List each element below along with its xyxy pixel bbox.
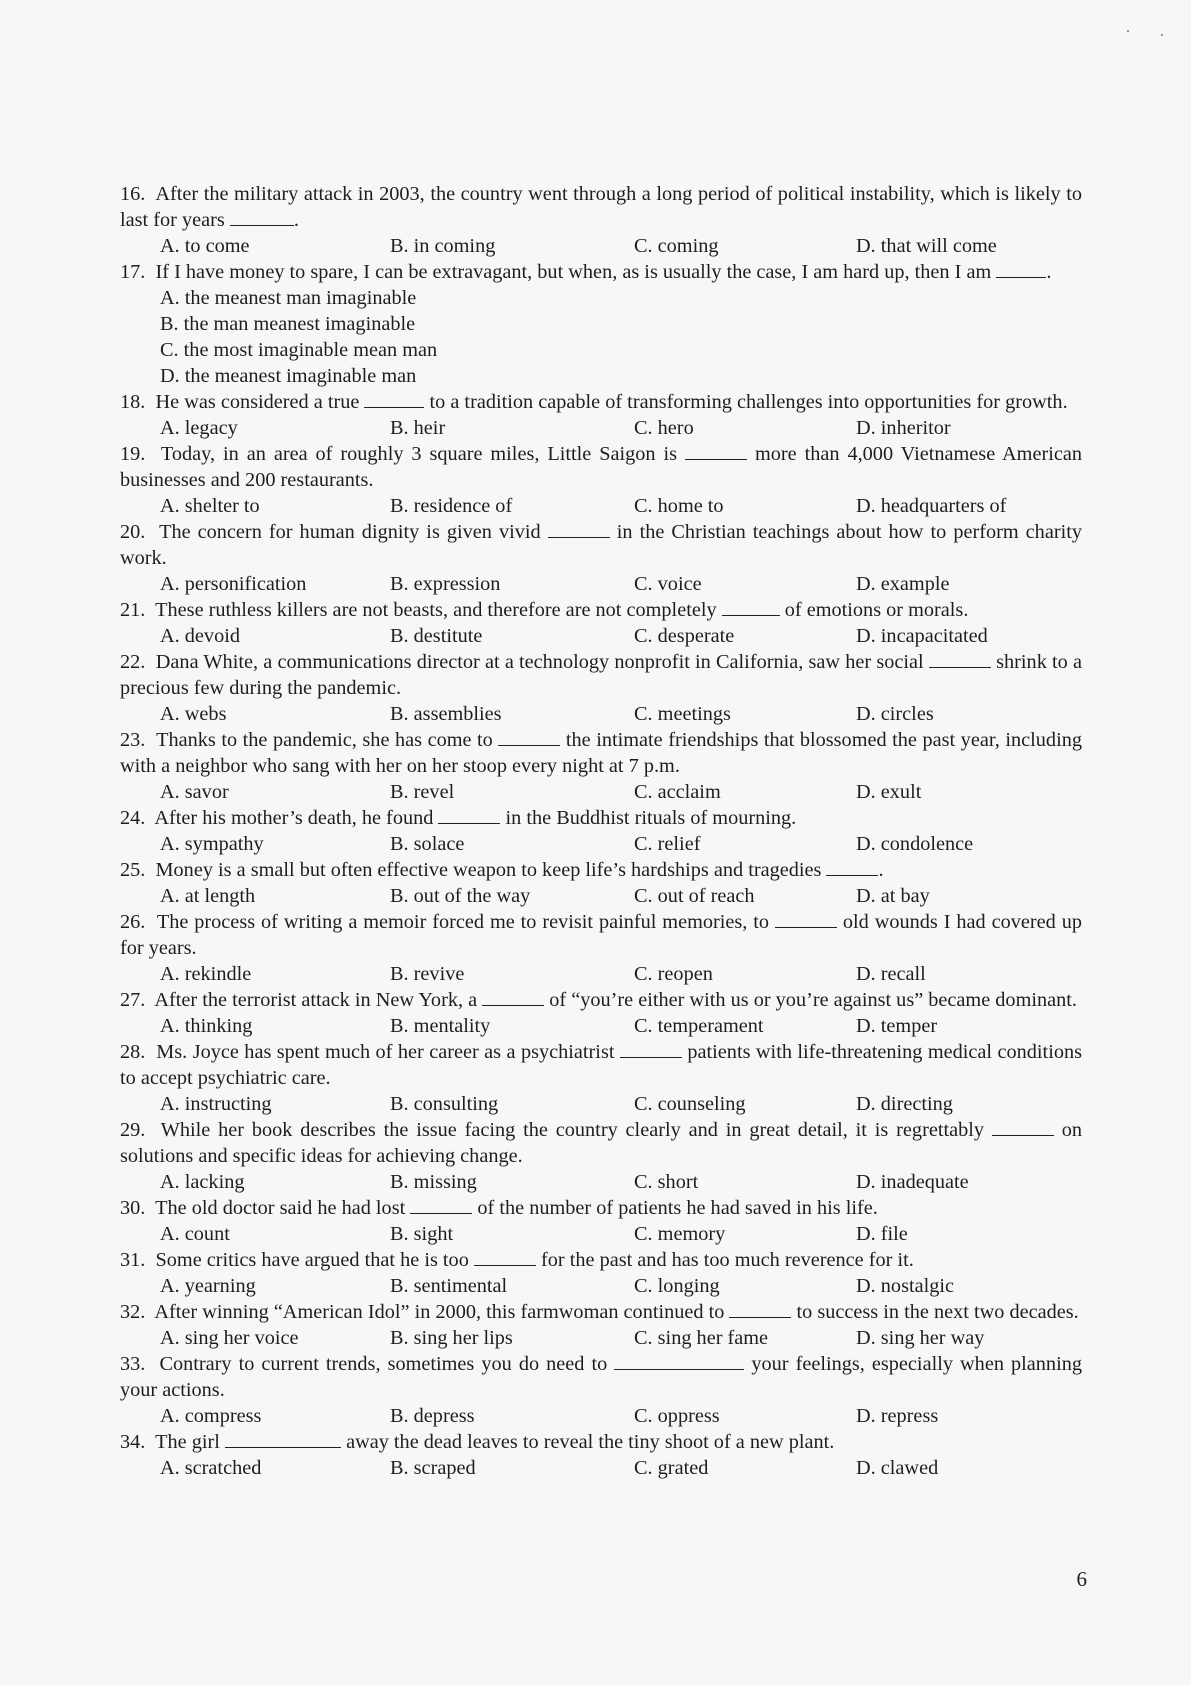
answer-options [120, 1221, 1082, 1247]
answer-blank [474, 1247, 536, 1266]
option-b: B. missing [390, 1171, 477, 1193]
answer-options [120, 1013, 1082, 1039]
answer-options [120, 883, 1082, 909]
answer-options [120, 571, 1082, 597]
question-stem-end: away the dead leaves to reveal the tiny shoot of a new plant. [346, 1431, 835, 1453]
question-stem-end: more than 4,000 Vietnamese American businesses and 200 restaurants. [120, 443, 1082, 491]
question-number: 30. [120, 1197, 146, 1219]
question-stem: Thanks to the pandemic, she has come to [156, 729, 493, 751]
question-number: 25. [120, 859, 146, 881]
answer-options [120, 1273, 1082, 1299]
option-a: A. rekindle [160, 963, 252, 985]
question-stem: Money is a small but often effective weapon to keep life’s hardships and tragedies [155, 859, 822, 881]
question-33 [120, 1351, 1082, 1429]
question-28 [120, 1039, 1082, 1117]
option-d: D. recall [856, 963, 926, 985]
question-stem: The girl [155, 1431, 220, 1453]
answer-options [120, 961, 1082, 987]
question-16 [120, 181, 1082, 259]
question-27 [120, 987, 1082, 1039]
option-a: A. sympathy [160, 833, 264, 855]
answer-blank [225, 1429, 341, 1448]
option-b: B. depress [390, 1405, 475, 1427]
option-b: B. expression [390, 573, 501, 595]
option-b: B. sing her lips [390, 1327, 513, 1349]
question-stem-end: old wounds I had covered up for years. [120, 911, 1082, 959]
question-stem-end: . [1046, 261, 1052, 283]
question-stem-end: of the number of patients he had saved in his life. [477, 1197, 878, 1219]
option-a: A. webs [160, 703, 227, 725]
question-stem-end: for the past and has too much reverence for it. [541, 1249, 914, 1271]
question-stem: The old doctor said he had lost [155, 1197, 406, 1219]
option-d: D. repress [856, 1405, 939, 1427]
answer-blank [498, 727, 560, 746]
question-34 [120, 1429, 1082, 1481]
question-stem-end: in the Buddhist rituals of mourning. [505, 807, 797, 829]
question-30 [120, 1195, 1082, 1247]
question-number: 31. [120, 1249, 146, 1271]
answer-blank [722, 597, 780, 616]
answer-options [120, 493, 1082, 519]
question-stem: These ruthless killers are not beasts, and therefore are not completely [155, 599, 717, 621]
answer-blank [826, 857, 878, 876]
question-stem: Today, in an area of roughly 3 square miles, Little Saigon is [160, 443, 678, 465]
answer-options [120, 831, 1082, 857]
question-number: 26. [120, 911, 146, 933]
scan-marks [1109, 24, 1169, 64]
option-c: C. voice [634, 573, 702, 595]
answer-options [120, 415, 1082, 441]
option-b: B. heir [390, 417, 446, 439]
option-b: B. consulting [390, 1093, 499, 1115]
option-a: A. thinking [160, 1015, 253, 1037]
question-number: 16. [120, 183, 146, 205]
question-32 [120, 1299, 1082, 1351]
question-26 [120, 909, 1082, 987]
question-25 [120, 857, 1082, 909]
option-c: C. coming [634, 235, 719, 257]
option-d: D. that will come [856, 235, 997, 257]
question-stem-end: shrink to a precious few during the pandemic. [120, 651, 1083, 699]
option-d: D. clawed [856, 1457, 939, 1479]
question-number: 29. [120, 1119, 146, 1141]
option-d: D. file [856, 1223, 908, 1245]
question-19 [120, 441, 1082, 519]
option-c: C. memory [634, 1223, 726, 1245]
option-a: A. count [160, 1223, 230, 1245]
question-number: 28. [120, 1041, 146, 1063]
option-c: C. oppress [634, 1405, 720, 1427]
option-b: B. destitute [390, 625, 483, 647]
option-d: D. headquarters of [856, 495, 1007, 517]
option-c: C. sing her fame [634, 1327, 769, 1349]
question-20 [120, 519, 1082, 597]
option-b: B. revive [390, 963, 465, 985]
option-d: D. sing her way [856, 1327, 985, 1349]
option-c: C. short [634, 1171, 699, 1193]
option-d: D. exult [856, 781, 922, 803]
option-c: C. acclaim [634, 781, 721, 803]
question-stem-end: . [878, 859, 884, 881]
question-31 [120, 1247, 1082, 1299]
answer-blank [996, 259, 1046, 278]
option-c: C. desperate [634, 625, 735, 647]
question-stem-end: to a tradition capable of transforming challenges into opportunities for growth. [429, 391, 1068, 413]
answer-options [120, 1091, 1082, 1117]
question-stem: The concern for human dignity is given vivid [159, 521, 541, 543]
answer-blank [364, 389, 424, 408]
question-number: 18. [120, 391, 146, 413]
question-stem: Contrary to current trends, sometimes you do need to [159, 1353, 608, 1375]
answer-blank [548, 519, 610, 538]
question-stem-end: in the Christian teachings about how to perform charity work. [120, 521, 1082, 569]
option-b: B. the man meanest imaginable [160, 313, 416, 335]
option-a: A. lacking [160, 1171, 245, 1193]
answer-options [120, 779, 1082, 805]
option-a: A. scratched [160, 1457, 262, 1479]
question-number: 19. [120, 443, 146, 465]
option-b: B. in coming [390, 235, 496, 257]
option-d: D. directing [856, 1093, 953, 1115]
answer-options [120, 1455, 1082, 1481]
option-c: C. counseling [634, 1093, 746, 1115]
answer-blank [230, 207, 294, 226]
question-number: 20. [120, 521, 146, 543]
option-b: B. scraped [390, 1457, 476, 1479]
question-number: 22. [120, 651, 146, 673]
option-c: C. home to [634, 495, 724, 517]
question-24 [120, 805, 1082, 857]
option-d: D. condolence [856, 833, 974, 855]
option-a: A. shelter to [160, 495, 260, 517]
question-stem: The process of writing a memoir forced me to revisit painful memories, to [156, 911, 770, 933]
option-b: B. solace [390, 833, 465, 855]
answer-options [120, 623, 1082, 649]
option-d: D. temper [856, 1015, 938, 1037]
option-c: C. longing [634, 1275, 720, 1297]
answer-blank [685, 441, 747, 460]
option-c: C. hero [634, 417, 694, 439]
answer-blank [620, 1039, 682, 1058]
option-a: A. devoid [160, 625, 240, 647]
option-a: A. yearning [160, 1275, 256, 1297]
question-list [120, 181, 1082, 1481]
question-stem: After his mother’s death, he found [154, 807, 434, 829]
option-d: D. inheritor [856, 417, 951, 439]
question-number: 32. [120, 1301, 146, 1323]
option-d: D. inadequate [856, 1171, 969, 1193]
question-stem: While her book describes the issue facing the country clearly and in great detail, it is regrettably [160, 1119, 985, 1141]
question-18 [120, 389, 1082, 441]
question-number: 27. [120, 989, 146, 1011]
question-stem: He was considered a true [155, 391, 360, 413]
answer-options [120, 1169, 1082, 1195]
option-a: A. at length [160, 885, 256, 907]
question-stem-end: your feelings, especially when planning your actions. [120, 1353, 1082, 1401]
option-d: D. example [856, 573, 950, 595]
option-b: B. assemblies [390, 703, 502, 725]
option-c: C. grated [634, 1457, 709, 1479]
question-number: 21. [120, 599, 146, 621]
answer-options [120, 1325, 1082, 1351]
answer-blank [929, 649, 991, 668]
question-number: 23. [120, 729, 146, 751]
option-a: A. sing her voice [160, 1327, 299, 1349]
option-c: C. meetings [634, 703, 731, 725]
answer-blank [775, 909, 837, 928]
question-stem: Dana White, a communications director at a technology nonprofit in California, saw her social [155, 651, 924, 673]
answer-blank [410, 1195, 472, 1214]
question-number: 33. [120, 1353, 146, 1375]
option-d: D. the meanest imaginable man [160, 365, 417, 387]
option-b: B. sentimental [390, 1275, 508, 1297]
question-stem: After winning “American Idol” in 2000, this farmwoman continued to [154, 1301, 725, 1323]
option-a: A. to come [160, 235, 250, 257]
question-29 [120, 1117, 1082, 1195]
option-d: D. incapacitated [856, 625, 988, 647]
question-22 [120, 649, 1082, 727]
question-stem-end: of emotions or morals. [784, 599, 969, 621]
question-17 [120, 259, 1082, 389]
question-stem: After the terrorist attack in New York, a [154, 989, 478, 1011]
question-stem-end: of “you’re either with us or you’re against us” became dominant. [549, 989, 1077, 1011]
question-stem-end: . [293, 209, 299, 231]
question-stem-end: patients with life-threatening medical conditions to accept psychiatric care. [120, 1041, 1083, 1089]
option-b: B. mentality [390, 1015, 491, 1037]
option-a: A. the meanest man imaginable [160, 287, 417, 309]
answer-options [120, 285, 1082, 389]
question-stem: Ms. Joyce has spent much of her career as a psychiatrist [156, 1041, 615, 1063]
answer-blank [438, 805, 500, 824]
question-number: 24. [120, 807, 146, 829]
answer-options [120, 1403, 1082, 1429]
option-a: A. instructing [160, 1093, 272, 1115]
answer-blank [992, 1117, 1054, 1136]
question-21 [120, 597, 1082, 649]
option-a: A. compress [160, 1405, 262, 1427]
question-stem: After the military attack in 2003, the country went through a long period of political instability, which is likely to last for years [120, 183, 1082, 231]
question-stem-end: on solutions and specific ideas for achieving change. [120, 1119, 1083, 1167]
option-b: B. sight [390, 1223, 454, 1245]
question-stem: If I have money to spare, I can be extravagant, but when, as is usually the case, I am hard up, then I am [155, 261, 992, 283]
option-c: C. the most imaginable mean man [160, 339, 438, 361]
option-d: D. nostalgic [856, 1275, 955, 1297]
option-d: D. circles [856, 703, 934, 725]
option-b: B. residence of [390, 495, 513, 517]
option-d: D. at bay [856, 885, 930, 907]
question-stem-end: the intimate friendships that blossomed the past year, including with a neighbor who sang with her on her stoop every night at 7 p.m. [120, 729, 1082, 777]
option-c: C. out of reach [634, 885, 755, 907]
question-number: 17. [120, 261, 146, 283]
answer-options [120, 701, 1082, 727]
option-c: C. relief [634, 833, 701, 855]
answer-options [120, 233, 1082, 259]
option-a: A. personification [160, 573, 307, 595]
question-23 [120, 727, 1082, 805]
option-a: A. savor [160, 781, 229, 803]
question-number: 34. [120, 1431, 146, 1453]
answer-blank [614, 1351, 744, 1370]
option-c: C. temperament [634, 1015, 764, 1037]
page-number: 6 [1076, 1567, 1087, 1591]
option-b: B. out of the way [390, 885, 531, 907]
answer-blank [482, 987, 544, 1006]
option-a: A. legacy [160, 417, 238, 439]
option-c: C. reopen [634, 963, 713, 985]
answer-blank [729, 1299, 791, 1318]
question-stem-end: to success in the next two decades. [796, 1301, 1079, 1323]
option-b: B. revel [390, 781, 455, 803]
question-stem: Some critics have argued that he is too [155, 1249, 469, 1271]
